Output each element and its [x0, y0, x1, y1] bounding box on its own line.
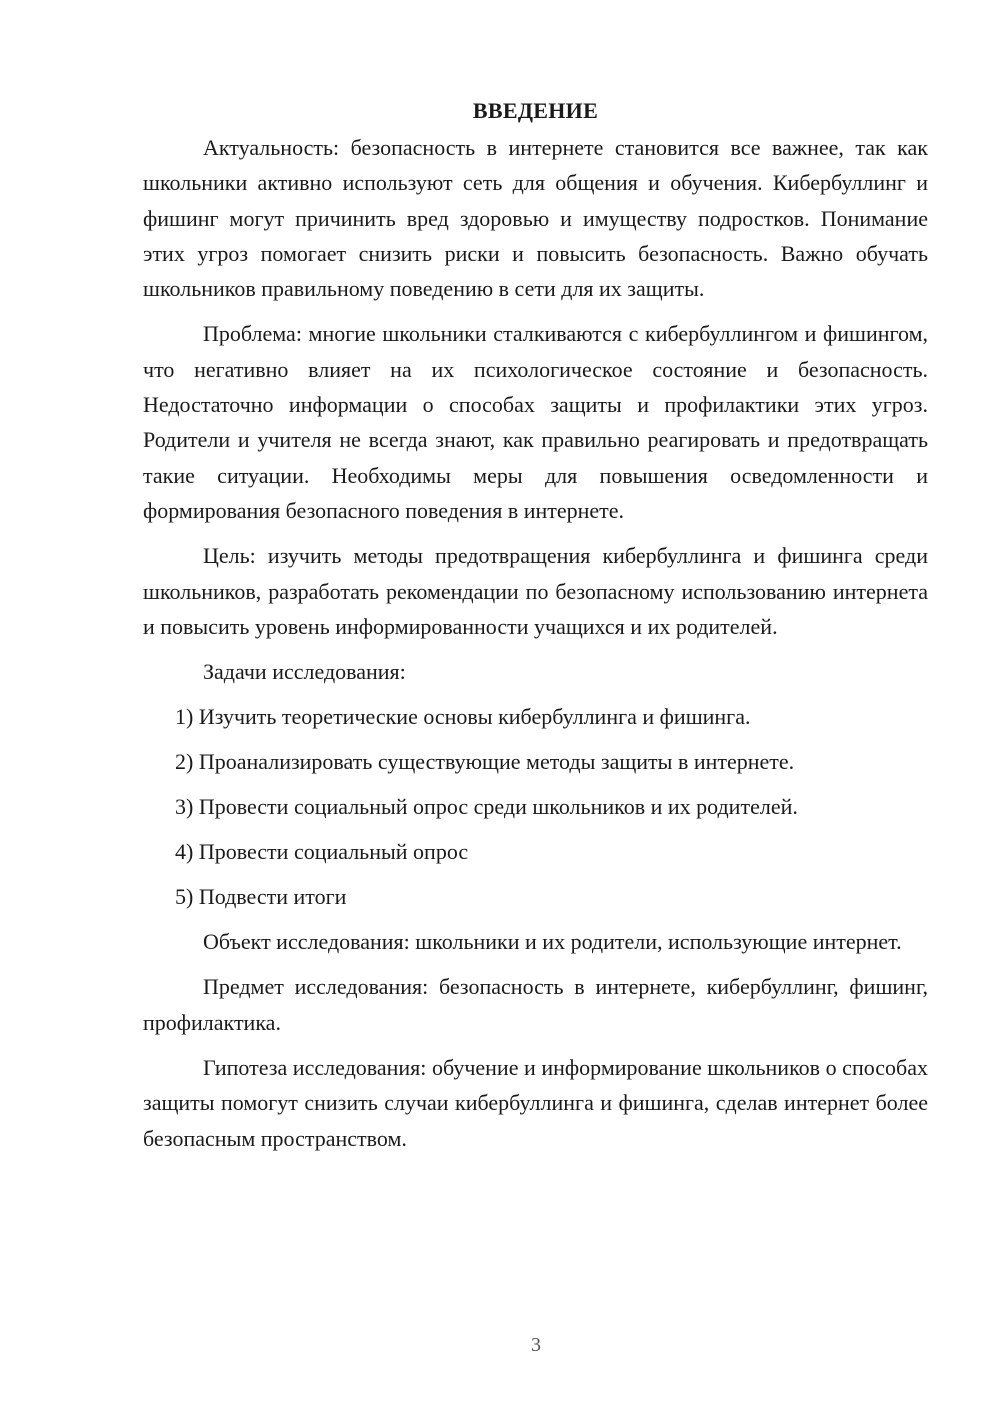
tasks-list: [143, 699, 928, 914]
page-number: 3: [531, 1334, 541, 1356]
relevance-paragraph: Актуальность: безопасность в интернете становится все важнее, так как школьники активно используют сеть для общения и обучения. Кибербуллинг и фишинг могут причинить вред здоровью и имуществу подростков. Понимание этих угроз помогает снизить риски и повысить безопасность. Важно обучать школьников правильному поведению в сети для их защиты.: [143, 135, 928, 302]
task-item-1: 1) Изучить теоретические основы кибербуллинга и фишинга.: [175, 704, 751, 730]
document-page: [143, 96, 928, 1166]
task-item-2: 2) Проанализировать существующие методы защиты в интернете.: [175, 749, 795, 775]
goal-paragraph: Цель: изучить методы предотвращения кибербуллинга и фишинга среди школьников, разработать рекомендации по безопасному использованию интернета и повысить уровень информированности учащихся и их родителей.: [143, 543, 928, 639]
task-item-4: 4) Провести социальный опрос: [175, 839, 469, 865]
page-title: ВВЕДЕНИЕ: [472, 98, 599, 123]
problem-paragraph: Проблема: многие школьники сталкиваются с кибербуллингом и фишингом, что негативно влияет на их психологическое состояние и безопасность. Недостаточно информации о способах защиты и профилактики этих угроз. Родители и учителя не всегда знают, как правильно реагировать и предотвращать такие ситуации. Необходимы меры для повышения осведомленности и формирования безопасного поведения в интернете.: [143, 321, 928, 523]
task-item-5: 5) Подвести итоги: [175, 884, 347, 910]
subject-paragraph: Предмет исследования: безопасность в интернете, кибербуллинг, фишинг, профилактика.: [143, 974, 928, 1035]
object-paragraph: Объект исследования: школьники и их родители, использующие интернет.: [203, 929, 902, 955]
hypothesis-paragraph: Гипотеза исследования: обучение и информирование школьников о способах защиты помогут снизить случаи кибербуллинга и фишинга, сделав интернет более безопасным пространством.: [143, 1055, 928, 1151]
tasks-label: Задачи исследования:: [203, 659, 406, 685]
task-item-3: 3) Провести социальный опрос среди школьников и их родителей.: [175, 794, 798, 820]
